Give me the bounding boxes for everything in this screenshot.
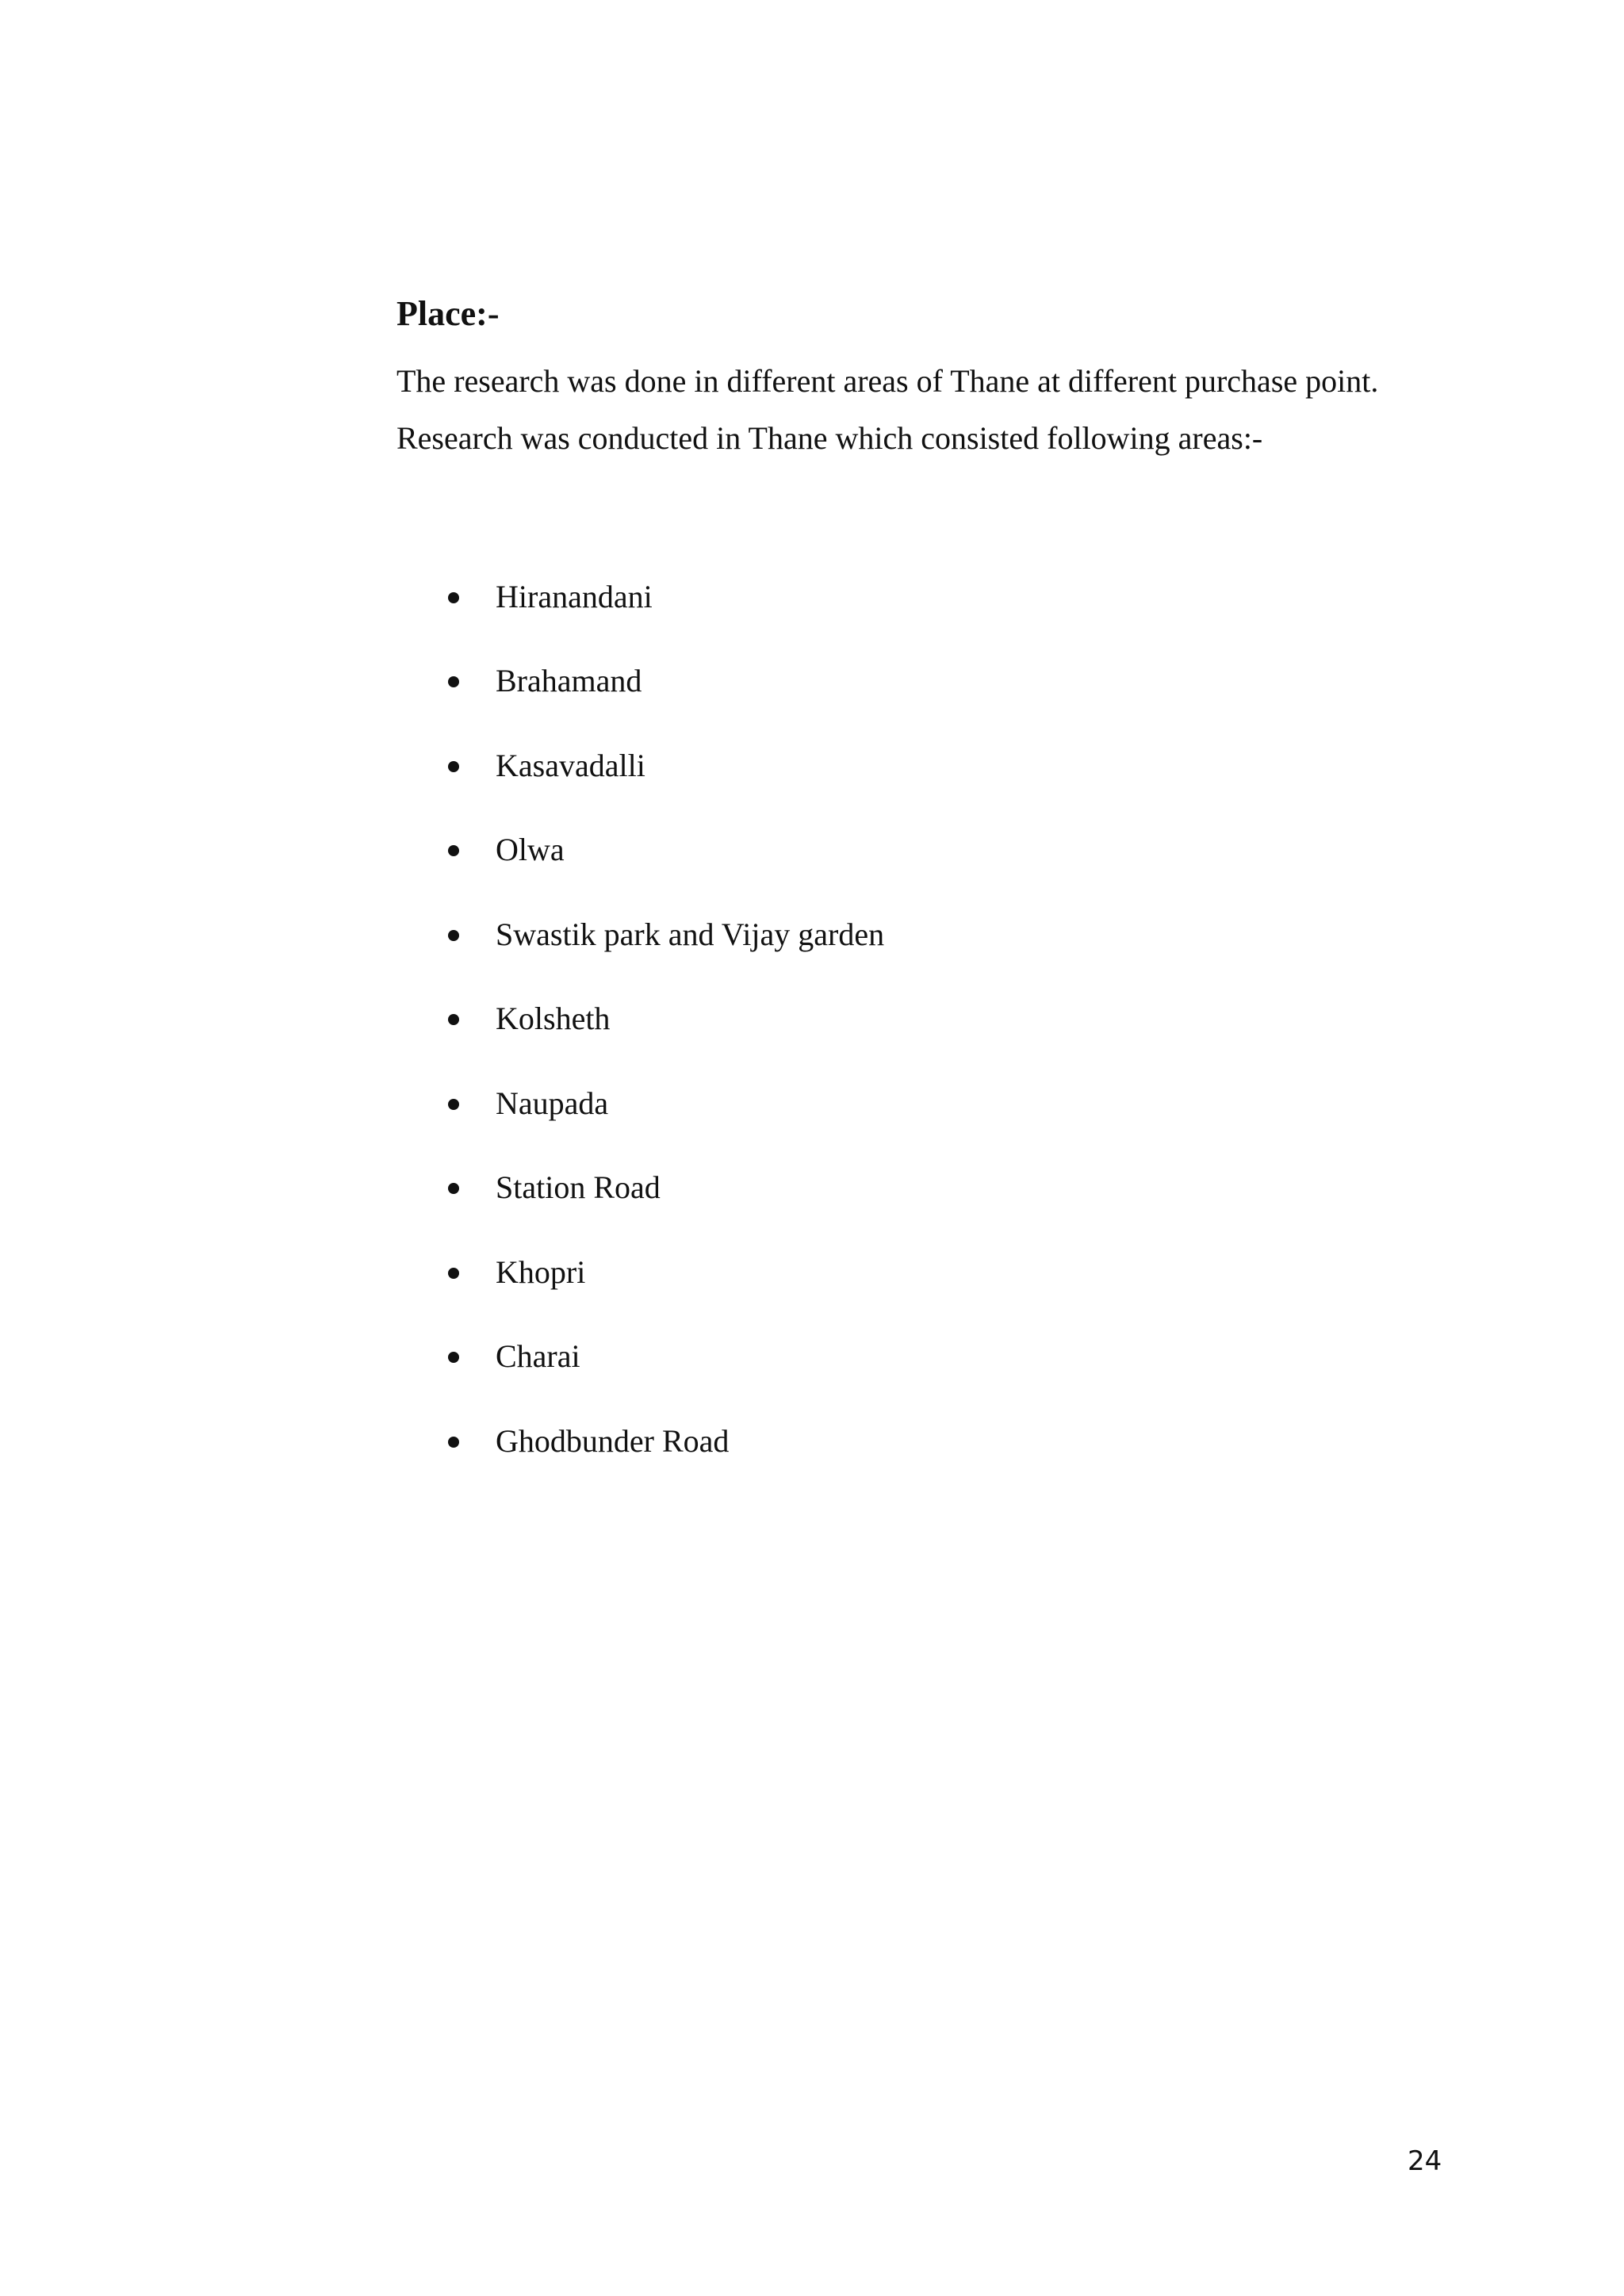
bullet-icon — [448, 1183, 459, 1194]
area-name: Naupada — [496, 1085, 609, 1121]
area-name: Kolsheth — [496, 1001, 611, 1037]
bullet-icon — [448, 1099, 459, 1110]
list-item — [396, 1000, 1507, 1085]
area-name: Hiranandani — [496, 578, 653, 614]
list-item — [396, 1169, 1507, 1253]
bullet-icon — [448, 1437, 459, 1448]
bullet-icon — [448, 676, 459, 687]
bullet-icon — [448, 592, 459, 603]
area-name: Olwa — [496, 832, 565, 868]
areas-list — [396, 578, 1507, 1507]
section-heading: Place:- — [396, 294, 500, 333]
area-name: Brahamand — [496, 663, 642, 699]
area-name: Kasavadalli — [496, 747, 645, 783]
intro-paragraph-line-2: Research was conducted in Thane which consisted following areas:- — [396, 419, 1263, 456]
area-name: Ghodbunder Road — [496, 1422, 730, 1459]
document-body — [396, 293, 1507, 1506]
area-name: Charai — [496, 1338, 580, 1375]
list-item — [396, 831, 1507, 916]
bullet-icon — [448, 761, 459, 772]
bullet-icon — [448, 930, 459, 941]
list-item — [396, 1422, 1507, 1507]
page-number: 24 — [1408, 2145, 1442, 2177]
area-name: Station Road — [496, 1169, 661, 1206]
bullet-icon — [448, 1268, 459, 1279]
list-item — [396, 1337, 1507, 1422]
intro-paragraph-line-1: The research was done in different areas of Thane at different purchase point. — [396, 362, 1379, 399]
list-item — [396, 1253, 1507, 1338]
list-item — [396, 747, 1507, 832]
list-item — [396, 578, 1507, 663]
list-item — [396, 1085, 1507, 1169]
bullet-icon — [448, 1352, 459, 1363]
list-item — [396, 916, 1507, 1001]
bullet-icon — [448, 1014, 459, 1025]
bullet-icon — [448, 845, 459, 856]
area-name: Swastik park and Vijay garden — [496, 916, 885, 952]
list-item — [396, 662, 1507, 747]
area-name: Khopri — [496, 1253, 586, 1290]
